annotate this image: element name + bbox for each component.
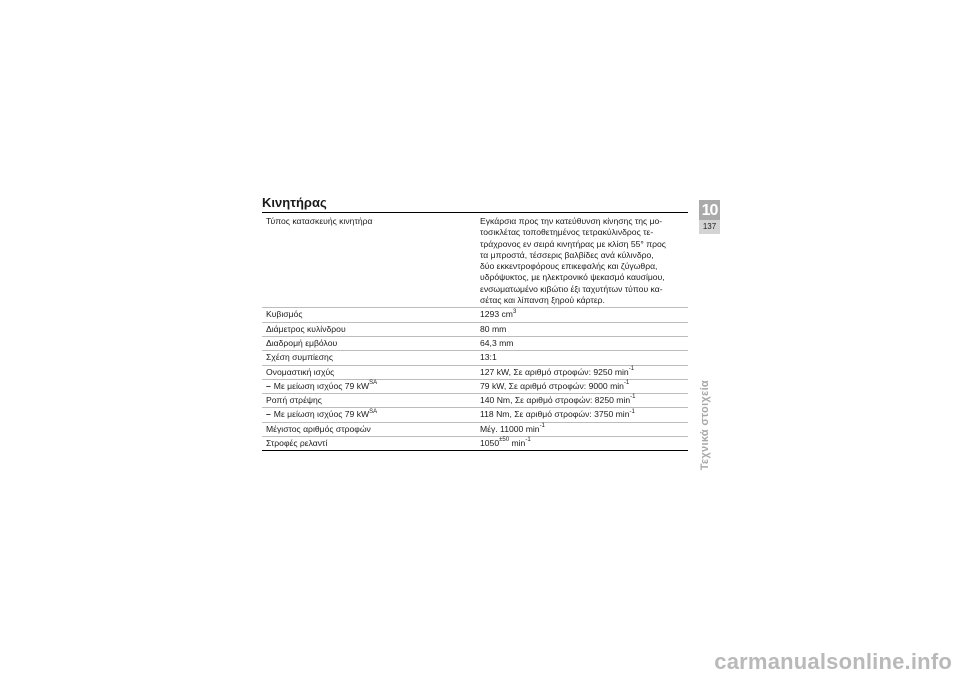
page-number: 137 (699, 220, 720, 234)
row-label: Μέγιστος αριθμός στροφών (262, 422, 476, 436)
row-value: Εγκάρσια προς την κατεύθυνση κίνησης της μο- τοσικλέτας τοποθετημένος τετρακύλινδρος τε- τράχρονος εν σειρά κινητήρας με κλίση 55° προς τα μπροστά, τέσσερις βαλβίδες ανά κύλινδρο, δύο εκκεντροφόρους επικεφαλής και ζύγωθρα, υδρόψυκτος, με ηλεκτρονικό ψεκασμό καυσίμου, ενσωματωμένο κιβώτιο έξι ταχυτήτων τύπου κα- σέτας και λίπανση ξηρού κάρτερ. (476, 215, 688, 308)
row-value: 140 Nm, Σε αριθμό στροφών: 8250 $\min^{-1}$ (476, 394, 688, 408)
row-value: 80 mm (476, 322, 688, 336)
table-row (262, 437, 688, 451)
table-row (262, 215, 688, 308)
row-value: 1293 $cm^3$ (476, 308, 688, 322)
table-row (262, 351, 688, 365)
row-label: Κυβισμός (262, 308, 476, 322)
watermark: carmanualsonline.info (714, 649, 952, 674)
table-row (262, 308, 688, 322)
row-label: – Με μείωση ισχύος 79 $kW^{SA}$ (262, 379, 476, 393)
chapter-side-title: Τεχνικά στοιχεία (699, 380, 711, 471)
table-row (262, 336, 688, 350)
chapter-tab (699, 200, 720, 234)
row-value: 79 kW, Σε αριθμό στροφών: 9000 $\min^{-1}$ (476, 379, 688, 393)
row-label: Τύπος κατασκευής κινητήρα (262, 215, 476, 308)
row-value: 118 Nm, Σε αριθμό στροφών: 3750 $\min^{-1}$ (476, 408, 688, 422)
table-row (262, 422, 688, 436)
table-row (262, 408, 688, 422)
row-label: Ονομαστική ισχύς (262, 365, 476, 379)
dash-marker: – (266, 409, 271, 420)
engine-spec-table (262, 215, 688, 451)
section-title: Κινητήρας (262, 195, 327, 210)
table-row (262, 365, 688, 379)
row-value: $1050^{\pm 50}$ $\min^{-1}$ (476, 437, 688, 451)
row-label: Ροπή στρέψης (262, 394, 476, 408)
row-value: 127 kW, Σε αριθμό στροφών: 9250 $\min^{-1}$ (476, 365, 688, 379)
row-value: 13:1 (476, 351, 688, 365)
row-value: 64,3 mm (476, 336, 688, 350)
row-label: Διάμετρος κυλίνδρου (262, 322, 476, 336)
row-label: – Με μείωση ισχύος 79 $kW^{SA}$ (262, 408, 476, 422)
row-label: Σχέση συμπίεσης (262, 351, 476, 365)
table-row (262, 322, 688, 336)
chapter-number: 10 (699, 200, 720, 220)
table-row (262, 394, 688, 408)
title-divider (262, 212, 688, 213)
row-label: Διαδρομή εμβόλου (262, 336, 476, 350)
row-label: Στροφές ρελαντί (262, 437, 476, 451)
row-value: Μέγ. 11000 $\min^{-1}$ (476, 422, 688, 436)
dash-marker: – (266, 380, 271, 391)
table-row (262, 379, 688, 393)
